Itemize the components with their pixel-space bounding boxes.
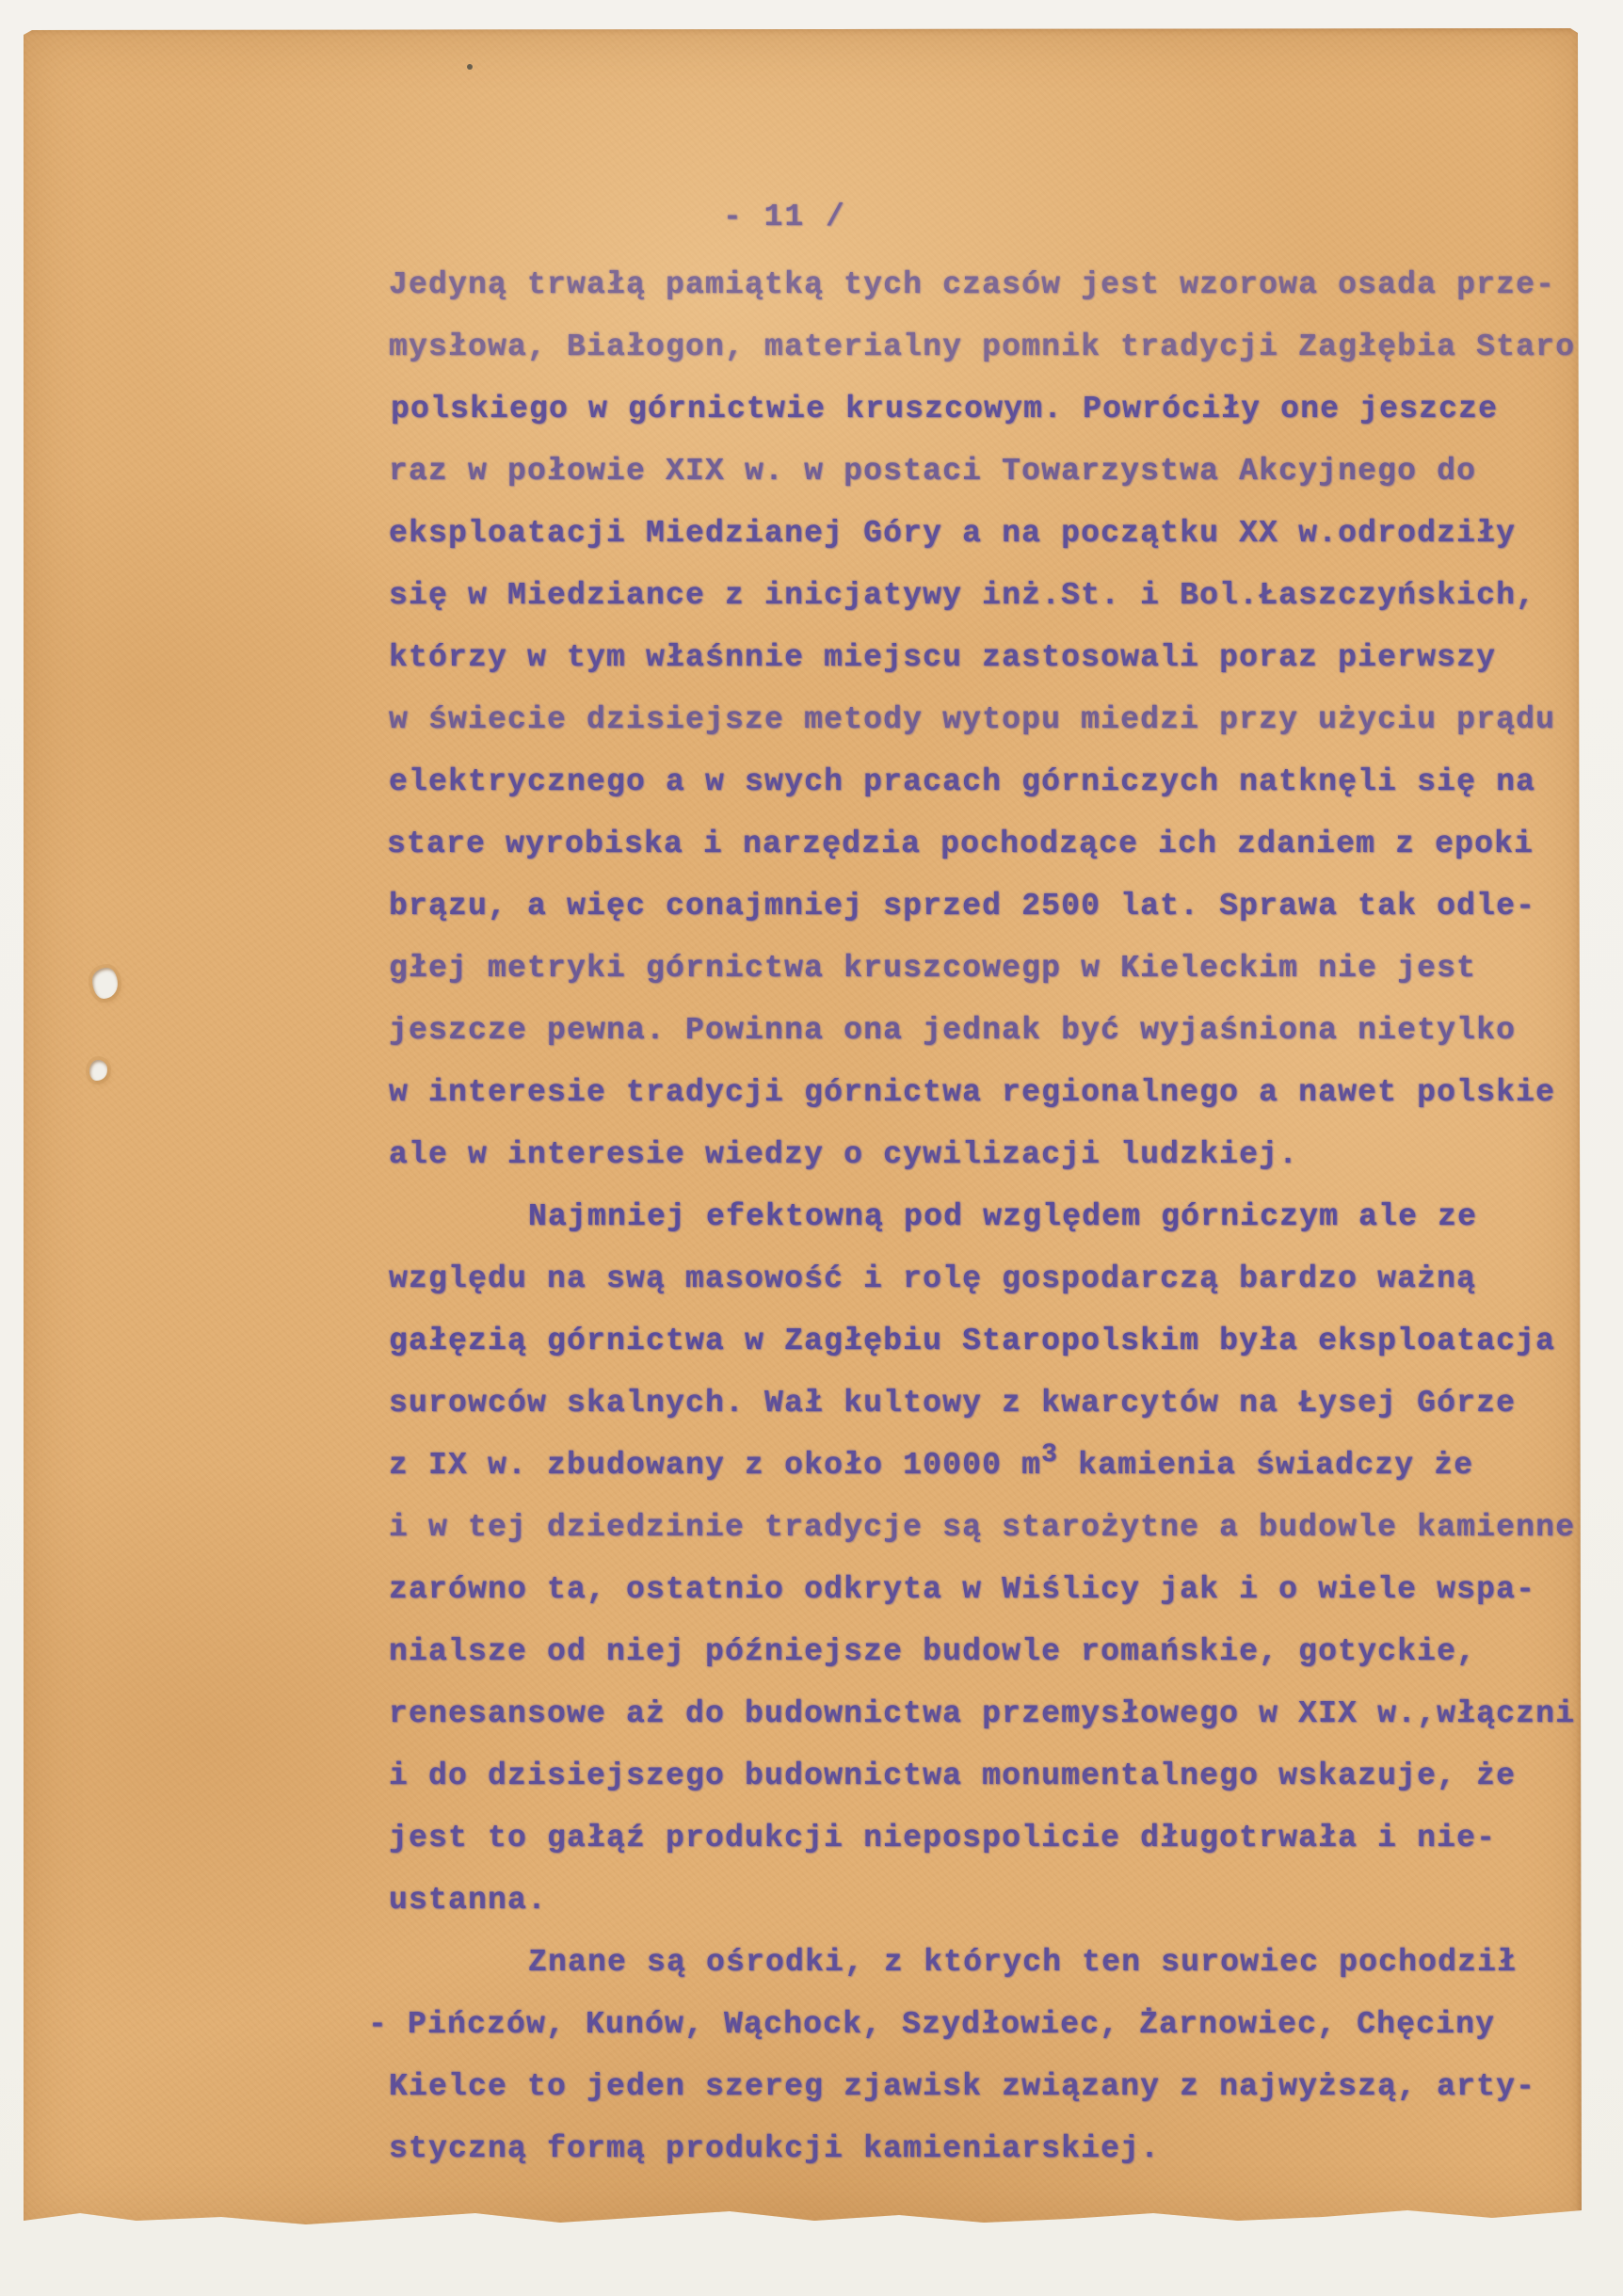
text-line: polskiego w górnictwie kruszcowym. Powróciły one jeszcze: [391, 392, 1499, 426]
text-segment: kamienia świadczy że: [1058, 1448, 1474, 1483]
text-segment: z IX w. zbudowany z około 10000 m: [389, 1448, 1042, 1483]
text-line: Jedyną trwałą pamiątką tych czasów jest wzorowa osada prze-: [389, 267, 1556, 302]
text-line: którzy w tym właśnnie miejscu zastosowali poraz pierwszy: [389, 640, 1497, 675]
text-line: Najmniej efektowną pod względem górniczym ale ze: [528, 1199, 1478, 1234]
text-line: eksploatacji Miedzianej Góry a na początku XX w.odrodziły: [389, 516, 1517, 551]
text-line: Znane są ośrodki, z których ten surowiec pochodził: [528, 1945, 1518, 1980]
text-line: się w Miedziance z inicjatywy inż.St. i Bol.Łaszczyńskich,: [389, 578, 1536, 613]
text-line: jest to gałąź produkcji niepospolicie długotrwała i nie-: [389, 1821, 1497, 1855]
text-line: mysłowa, Białogon, materialny pomnik tradycji Zagłębia Staro: [389, 329, 1576, 364]
text-line: jeszcze pewna. Powinna ona jednak być wyjaśniona nietylko: [389, 1013, 1517, 1048]
text-line: ale w interesie wiedzy o cywilizacji ludzkiej.: [389, 1137, 1299, 1172]
page-number: - 11 /: [723, 200, 846, 234]
text-line: - Pińczów, Kunów, Wąchock, Szydłowiec, Żarnowiec, Chęciny: [368, 2007, 1496, 2042]
paper-speck: [467, 64, 473, 70]
text-line: elektrycznego a w swych pracach górniczych natknęli się na: [389, 764, 1536, 799]
typewritten-text: [368, 254, 1594, 2180]
text-line: nialsze od niej późniejsze budowle romańskie, gotyckie,: [389, 1634, 1477, 1669]
text-line: głej metryki górnictwa kruszcowegp w Kieleckim nie jest: [389, 951, 1477, 986]
text-line-superscript: [389, 1435, 1594, 1497]
text-line: ustanna.: [389, 1883, 548, 1918]
text-line: względu na swą masowość i rolę gospodarczą bardzo ważną: [389, 1261, 1477, 1296]
text-line: w interesie tradycji górnictwa regionalnego a nawet polskie: [389, 1075, 1556, 1110]
text-line: stare wyrobiska i narzędzia pochodzące ich zdaniem z epoki: [387, 827, 1535, 861]
text-line: raz w połowie XIX w. w postaci Towarzystwa Akcyjnego do: [389, 454, 1477, 489]
text-line: i w tej dziedzinie tradycje są starożytne a budowle kamienne: [389, 1510, 1576, 1545]
superscript-digit: 3: [1041, 1440, 1059, 1470]
text-line: brązu, a więc conajmniej sprzed 2500 lat. Sprawa tak odle-: [389, 889, 1536, 923]
text-line: w świecie dzisiejsze metody wytopu miedzi przy użyciu prądu: [389, 702, 1556, 737]
text-line: surowców skalnych. Wał kultowy z kwarcytów na Łysej Górze: [389, 1386, 1517, 1421]
text-line: i do dzisiejszego budownictwa monumentalnego wskazuje, że: [389, 1758, 1517, 1793]
text-line: Kielce to jeden szereg zjawisk związany z najwyższą, arty-: [389, 2069, 1536, 2104]
text-line: renesansowe aż do budownictwa przemysłowego w XIX w.,włączni: [389, 1696, 1576, 1731]
text-line: styczną formą produkcji kamieniarskiej.: [389, 2131, 1161, 2166]
text-line: zarówno ta, ostatnio odkryta w Wiślicy jak i o wiele wspa-: [389, 1572, 1536, 1607]
text-line: gałęzią górnictwa w Zagłębiu Staropolskim była eksploatacja: [389, 1324, 1556, 1358]
